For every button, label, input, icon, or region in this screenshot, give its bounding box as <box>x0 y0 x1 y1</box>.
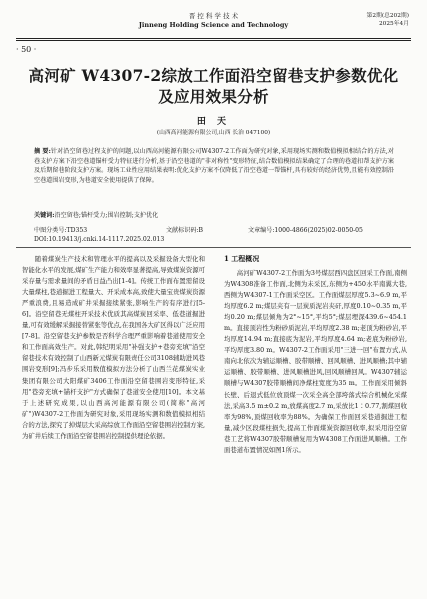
article-number: 文章编号:1000-4866(2025)02-0050-05 <box>248 227 363 234</box>
body-column-right <box>224 268 407 456</box>
doi: DOI:10.19413/j.cnki.14-1117.2025.02.013 <box>34 236 165 243</box>
header-rule-thin <box>16 40 411 41</box>
author-name: 田 天 <box>196 117 231 127</box>
page-number: · 50 · <box>16 45 37 54</box>
author-affiliation: (山西高河能源有限公司,山西 长治 047100) <box>156 130 271 136</box>
abstract-divider <box>16 247 411 248</box>
article-title <box>0 65 427 107</box>
document-code: 文献标识码:B <box>166 227 203 234</box>
keywords <box>34 211 394 220</box>
abstract-label: 摘 要: <box>34 148 51 155</box>
keywords-text: 沿空留巷;锚杆受力;围岩控制;支护优化 <box>54 212 159 219</box>
header-rule-thick <box>16 38 411 39</box>
journal-name-en: Jinneng Holding Science and Technology <box>138 21 289 29</box>
keywords-label: 关键词: <box>34 212 55 219</box>
clc-number: 中图分类号:TD353 <box>34 227 88 234</box>
issue-date: 2025年4月 <box>378 21 409 27</box>
intro-paragraph: 随着煤炭生产技术和管理水平的提高以及采掘设备大型化和智能化水平的发展,煤矿生产能力和效率显著提高,导致煤炭资源可采存量与需求量间的矛盾日益凸出[1-4]。传统工作面布置需留设大量煤柱,巷道掘进工程量大、开采成本高,致使大量宝贵煤炭资源严重浪费,且易造成矿井采掘接续紧张,影响生产的有序进行[5-6]。沿空留巷无煤柱开采技术优质其高煤炭回采率、低巷道掘进量,可有效缓解采掘接替紧张等优点,在我国各大矿区得以广泛应用[7-8]。沿空留巷支护参数是否科学合理严重影响着巷道使用安全和工作面高效生产。对此,韩纪明采用"补强支护+巷旁充填"沿空留巷技术有效控制了山西新元煤炭有限责任公司3108辅助进风巷围岩变形[9];冯步乐采用数值模拟方法分析了山西兰花煤炭实业集团有限公司大阳煤矿3406工作面沿空留巷围岩变形特征,采用"巷旁充填+锚杆支护"方式确保了巷道安全使用[10]。本文基于上述研究成果,以山西高河能源有限公司(简称"高河矿")W4307-2工作面为研究对象,采用现场实测和数值模拟相结合的方法,探究了掉煤层大采高综放工作面沿空留巷围岩控制方案,为矿井后续工作面沿空留巷围岩控制提供理论依据。 <box>22 255 205 440</box>
journal-name-cn: 晋 控 科 学 技 术 <box>188 12 239 20</box>
project-overview-paragraph: 高河矿W4307-2工作面为3号煤层西四盘区回采工作面,南侧为W4308准备工作面,北侧为未采区,东侧为+450水平南翼大巷,西侧为W4307-1工作面采空区。工作面煤层厚度5.3~6.9 m,平均厚度6.2 m;煤层夹有一层炭质泥岩夹矸,厚度0.10~0.35 m,平均0.20 m;煤层倾角为2°~15°,平均5°;煤层埋深439.6~454.1 m。直接顶岩性为粉砂质泥岩,平均厚度2.38 m;老顶为粉砂岩,平均厚度14.94 m;直接底为泥岩,平均厚度4.64 m;老底为粉砂岩,平均厚度3.80 m。W4307-2工作面采用"三进一回"布置方式,从南向北依次为辅运顺槽、胶带顺槽、回风顺槽、进风顺槽;其中辅运顺槽、胶带顺槽、进风顺槽进风,回风顺槽回风。W4307辅运顺槽与W4307胶带顺槽间净煤柱宽度为35 m。工作面采用倾斜长壁、后退式低位放顶煤一次采全高全部垮落式综合机械化采煤法,采高3.5 m±0.2 m,放煤高度2.7 m,采放比1∶0.77,割煤回收率为98%,顶煤回收率为88%。为确保工作面回采巷道掘进工程量,减少区段煤柱损失,提高工作面煤炭资源回收率,拟采用沿空留巷工艺将W4307胶带顺槽复用为W4308工作面进风顺槽。工作面巷道布置情况如图1所示。 <box>224 269 407 454</box>
abstract <box>34 147 394 185</box>
issue-info <box>367 12 409 28</box>
issue-number: 第2期(总202期) <box>366 13 409 19</box>
section-heading: 1 工程概况 <box>224 254 260 263</box>
title-line-1: 高河矿 W4307-2综放工作面沿空留巷支护参数优化 <box>28 66 399 85</box>
body-column-left <box>22 254 205 442</box>
running-header <box>0 12 427 30</box>
title-line-2: 及应用效果分析 <box>158 87 269 106</box>
abstract-text: 针对沿空留巷过程支护的问题,以山西高河能源有限公司W4307-2工作面为研究对象,采用现场实测和数值模拟相结合的方法,对巷支护方案下沿空巷道锚杆受力特征进行分析,基于沿空巷道的"非对称性"变形特征,结合数值模拟结果确定了合理的巷道扣帮支护方案及后期留巷阶段支护方案。现场工业性应用结果表明:优化支护方案不仅降低了沿空巷道一帮锚杆,具有较好的经济优势,且能有效控制沿空巷道围岩变形,为巷道安全使用提供了保障。 <box>34 148 394 184</box>
